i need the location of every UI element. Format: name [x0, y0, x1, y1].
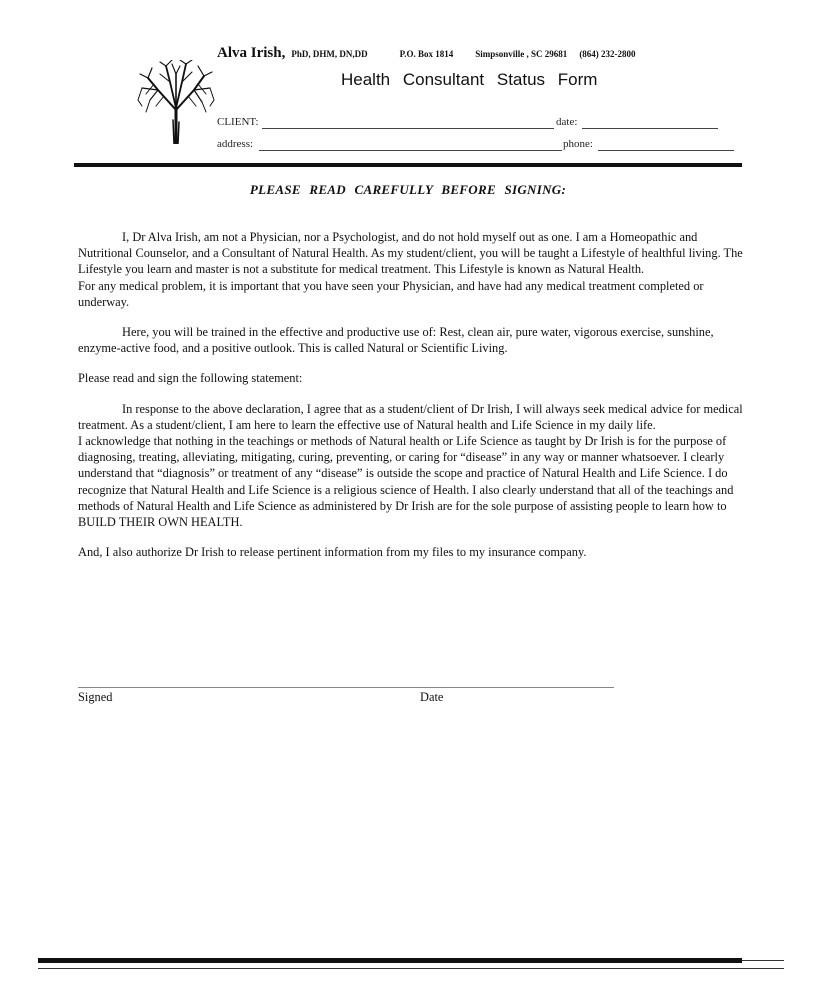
paragraph-instruction: Please read and sign the following statement: — [78, 371, 303, 386]
footer-divider-thin — [38, 968, 784, 969]
client-label: CLIENT: — [217, 116, 259, 128]
footer-divider-thick — [38, 958, 742, 963]
date-field[interactable] — [582, 128, 718, 129]
header-phone: (864) 232-2800 — [579, 49, 636, 59]
address-field[interactable] — [259, 150, 562, 151]
signed-label: Signed — [78, 690, 113, 704]
footer-divider-extension — [742, 960, 784, 961]
paragraph-training: Here, you will be trained in the effective and productive use of: Rest, clean air, pure water, vigorous exercise, sunshine, enzyme-active food, and a positive outlook. This is called Natural or Scientific Living. — [78, 325, 714, 356]
paragraph-acknowledgement: I acknowledge that nothing in the teachings or methods of Natural health or Life Science as taught by Dr Irish is for the purpose of diagnosing, treating, alleviating, mitigating, curing, preventing, or caring for “disease” in any way or manner whatsoever. I clearly understand that “diagnosis” or treatment of any “disease” is outside the scope and practice of Natural Health and Life Science. I do recognize that Natural Health and Life Science is a religious science of Health. I also clearly understand that all of the teachings and methods of Natural Health and Life Science as administered by Dr Irish are for the sole purpose of assisting people to learn how to BUILD THEIR OWN HEALTH. — [78, 434, 734, 530]
paragraph-authorization: And, I also authorize Dr Irish to release pertinent information from my files to my insurance company. — [78, 545, 587, 560]
notice-heading: PLEASE READ CAREFULLY BEFORE SIGNING: — [249, 182, 567, 197]
paragraph-agreement: In response to the above declaration, I agree that as a student/client of Dr Irish, I will always seek medical advice for medical treatment. As a student/client, I am here to learn the effective use of Natural health and Life Science in my daily life. — [78, 401, 743, 432]
letterhead — [217, 44, 636, 62]
consultant-degrees: PhD, DHM, DN,DD — [291, 49, 368, 59]
date-label: date: — [556, 116, 578, 128]
phone-field[interactable] — [598, 150, 734, 151]
client-field[interactable] — [262, 128, 554, 129]
city-state-zip: Simpsonville , SC 29681 — [475, 49, 568, 59]
tree-icon — [136, 60, 216, 144]
form-title: Health Consultant Status Form — [341, 70, 598, 89]
phone-label: phone: — [563, 138, 593, 150]
header-divider — [74, 163, 742, 167]
signature-field[interactable] — [78, 687, 614, 688]
paragraph-medical: For any medical problem, it is important that you have seen your Physician, and have had any medical treatment completed or underway. — [78, 278, 704, 309]
statement-body — [78, 229, 754, 560]
paragraph-declaration: I, Dr Alva Irish, am not a Physician, nor a Psychologist, and do not hold myself out as one. I am a Homeopathic and Nutritional Counselor, and a Consultant of Natural Health. As my student/client, you will be taught a Lifestyle of healthful living. The Lifestyle you learn and master is not a substitute for medical treatment. This Lifestyle is known as Natural Health. — [78, 230, 743, 277]
po-box: P.O. Box 1814 — [399, 49, 454, 59]
address-label: address: — [217, 138, 254, 150]
signature-date-label: Date — [420, 690, 444, 704]
consultant-name: Alva Irish, — [217, 45, 286, 61]
